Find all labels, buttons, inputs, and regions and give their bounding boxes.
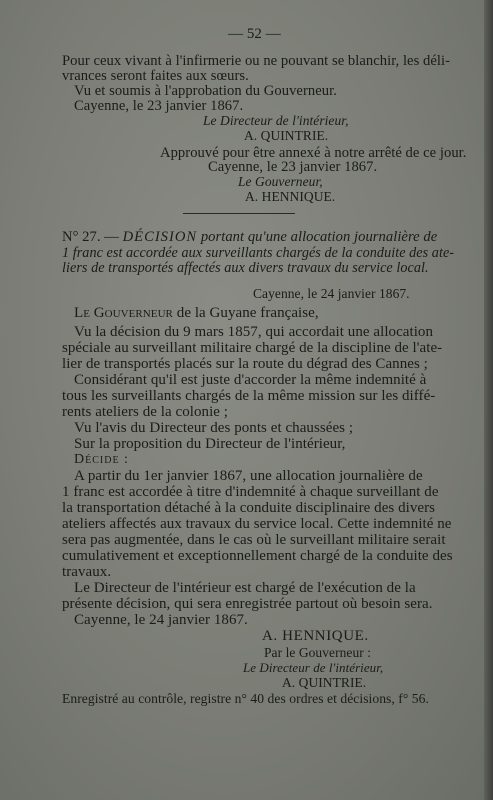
signature-name: A. HENNIQUE.: [262, 628, 369, 644]
text-line: Pour ceux vivant à l'infirmerie ou ne pouvant se blanchir, les déli-: [62, 53, 451, 69]
text-line: Vu et soumis à l'approbation du Gouverneur.: [74, 83, 337, 99]
article-line: présente décision, qui sera enregistrée partout où besoin sera.: [62, 596, 433, 612]
place-date: Cayenne, le 24 janvier 1867.: [253, 286, 410, 301]
separator-rule: [183, 213, 295, 214]
body-line: Sur la proposition du Directeur de l'intérieur,: [74, 436, 346, 452]
body-line: spéciale au surveillant militaire chargé de la discipline de l'ate-: [62, 340, 443, 356]
decision-title-line: liers de transportés affectés aux divers travaux du service local.: [62, 260, 429, 276]
article-line: A partir du 1er janvier 1867, une allocation journalière de: [74, 468, 423, 484]
governor-label: Le Gouverneur: [74, 305, 173, 321]
body-line: Vu la décision du 9 mars 1857, qui accordait une allocation: [74, 324, 434, 340]
signer-title: Le Gouverneur,: [238, 174, 323, 189]
article-line: 1 franc est accordée à titre d'indemnité à chaque surveillant de: [62, 484, 439, 500]
decision-title-rest: portant qu'une allocation journalière de: [200, 229, 438, 245]
text-line: Cayenne, le 23 janvier 1867.: [74, 98, 244, 114]
decide-heading: Décide :: [74, 452, 129, 467]
article-line: travaux.: [62, 564, 112, 580]
article-line: la transportation détaché à la conduite disciplinaire des divers: [62, 500, 436, 516]
director-name: A. QUINTRIE.: [282, 675, 367, 690]
registration-note: Enregistré au contrôle, registre n° 40 des ordres et décisions, f° 56.: [62, 691, 429, 706]
text-line: Cayenne, le 23 janvier 1867.: [208, 159, 378, 175]
article-line: ateliers affectés aux travaux du service local. Cette indemnité ne: [62, 516, 452, 532]
preamble-line: [74, 305, 319, 321]
page-number: — 52 —: [228, 26, 281, 42]
article-line: Le Directeur de l'intérieur est chargé de l'exécution de la: [74, 580, 416, 596]
decision-title-line: [62, 229, 437, 245]
body-line: lier de transportés placés sur la route du dégrad des Cannes ;: [62, 356, 428, 372]
decision-title-line: 1 franc est accordée aux surveillants chargés de la conduite des ate-: [62, 245, 455, 261]
text-line: Approuvé pour être annexé à notre arrêté de ce jour.: [160, 145, 467, 161]
governor-rest: de la Guyane française,: [176, 305, 319, 321]
par-le-gouverneur: Par le Gouverneur :: [264, 645, 372, 660]
body-line: Considérant qu'il est juste d'accorder la même indemnité à: [74, 372, 427, 388]
signer-name: A. QUINTRIE.: [244, 128, 329, 143]
page-edge: [484, 0, 493, 800]
director-title: Le Directeur de l'intérieur,: [243, 660, 384, 675]
signer-title: Le Directeur de l'intérieur,: [203, 113, 349, 128]
article-line: cumulativement et exceptionnellement chargé de la conduite des: [62, 548, 453, 564]
article-line: sera pas augmentée, dans le cas où le surveillant militaire serait: [62, 532, 446, 548]
text-line: vrances seront faites aux sœurs.: [62, 68, 249, 84]
body-line: tous les surveillants chargés de la même mission sur les diffé-: [62, 388, 436, 404]
decision-title-word: DÉCISION: [122, 229, 198, 245]
body-line: Vu l'avis du Directeur des ponts et chaussées ;: [74, 420, 354, 436]
body-line: rents ateliers de la colonie ;: [62, 404, 229, 420]
signer-name: A. HENNIQUE.: [245, 189, 336, 204]
decision-number: N° 27. —: [62, 229, 119, 245]
closing-date: Cayenne, le 24 janvier 1867.: [74, 612, 248, 628]
